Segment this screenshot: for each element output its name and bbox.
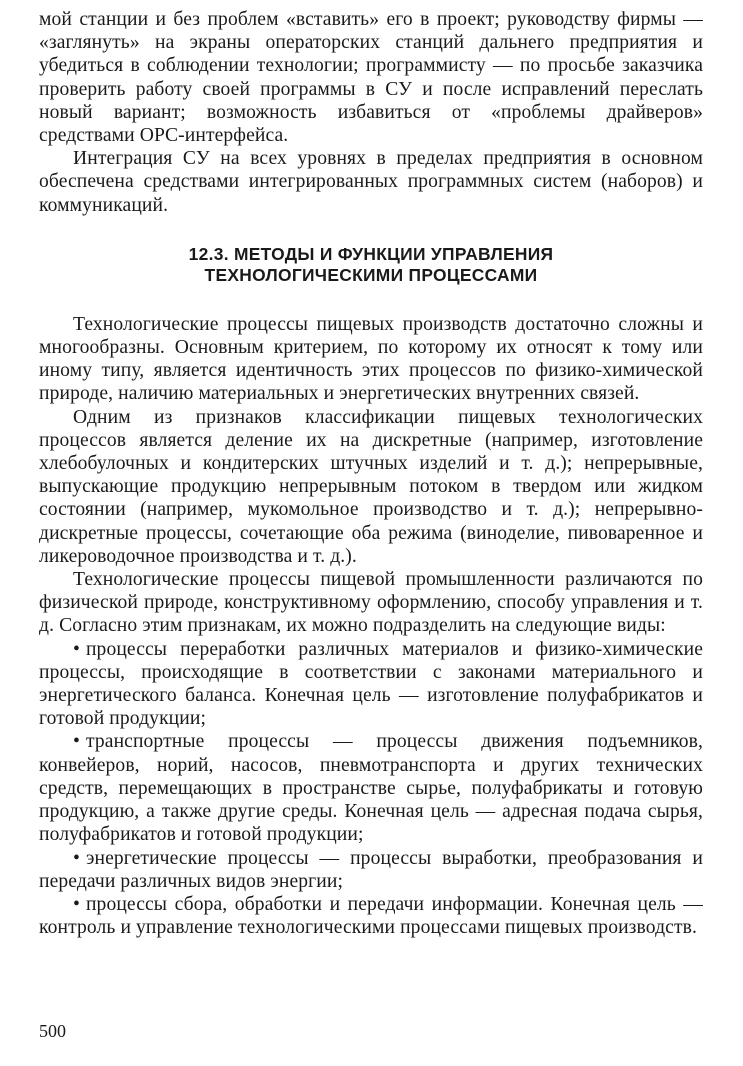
list-item-text: транспортные процессы — процессы движения подъемников, конвейеров, норий, насосов, пневмотранспорта и других технических средств, перемещающих в пространстве сырье, полуфабрикаты и готовую продукцию, а также другие среды. Конечная цель — адресная подача сырья, полуфабрикатов и готовой продукции; [39, 731, 703, 846]
paragraph-types: Технологические процессы пищевой промышленности различаются по физической природе, конструктивному оформлению, способу управления и т. д. Согласно этим признакам, их можно подразделить на следующие виды: [39, 569, 703, 637]
bullet-icon: • [73, 893, 80, 915]
list-item [39, 730, 703, 846]
bullet-icon: • [73, 731, 80, 753]
process-types-list [39, 638, 703, 940]
paragraph-integration: Интеграция СУ на всех уровнях в пределах предприятия в основном обеспечена средствами интегрированных программных систем (наборов) и коммуникаций. [39, 148, 703, 216]
paragraph-classification: Одним из признаков классификации пищевых технологических процессов является деление их на дискретные (например, изготовление хлебобулочных и кондитерских штучных изделий и т. д.); непрерывные, выпускающие продукцию непрерывным потоком в твердом или жидком состоянии (например, мукомольное производство и т. д.); непрерывно-дискретные процессы, сочетающие оба режима (виноделие, пивоваренное и ликероводочное производства и т. д.). [39, 406, 703, 567]
bullet-icon: • [73, 638, 80, 660]
list-item-text: процессы сбора, обработки и передачи информации. Конечная цель — контроль и управление технологическими процессами пищевых производств. [39, 893, 703, 939]
section-heading-line1: 12.3. МЕТОДЫ И ФУНКЦИИ УПРАВЛЕНИЯ [188, 243, 554, 264]
page-number: 500 [39, 1021, 66, 1041]
section-heading-line2: ТЕХНОЛОГИЧЕСКИМИ ПРОЦЕССАМИ [204, 265, 538, 286]
list-item-text: процессы переработки различных материалов и физико-химические процессы, происходящие в соответствии с законами материального и энергетического баланса. Конечная цель — изготовление полуфабрикатов и готовой продукции; [39, 638, 703, 730]
paragraph-intro: Технологические процессы пищевых производств достаточно сложны и многообразны. Основным критерием, по которому их относят к тому или иному типу, является идентичность этих процессов по физико-химической природе, наличию материальных и энергетических внутренних связей. [39, 313, 703, 405]
section-heading [39, 244, 703, 287]
list-item [39, 847, 703, 893]
list-item [39, 893, 703, 939]
list-item [39, 638, 703, 731]
list-item-text: энергетические процессы — процессы выработки, преобразования и передачи различных видов энергии; [39, 847, 703, 892]
bullet-icon: • [73, 847, 80, 869]
page-body [39, 8, 703, 939]
paragraph-continuation: мой станции и без проблем «вставить» его в проект; руководству фирмы — «заглянуть» на экраны операторских станций дальнего предприятия и убедиться в соблюдении технологии; программисту — по просьбе заказчика проверить работу своей программы в СУ и после исправлений переслать новый вариант; возможность избавиться от «проблемы драйверов» средствами OPC-интерфейса. [39, 9, 703, 147]
